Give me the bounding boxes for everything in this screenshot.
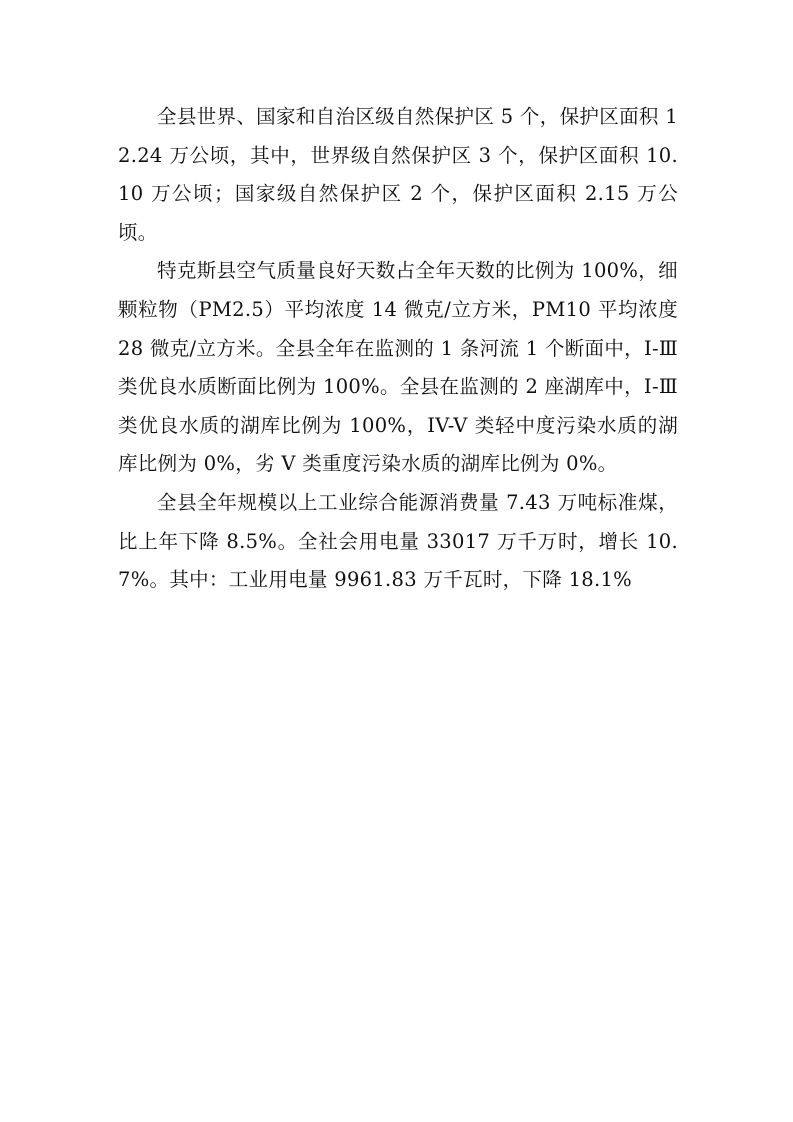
- paragraph-energy-consumption: 全县全年规模以上工业综合能源消费量 7.43 万吨标准煤，比上年下降 8.5%。全社会用电量 33017 万千万时，增长 10.7%。其中：工业用电量 9961.83 万千瓦时，下降 18.1%: [118, 490, 678, 592]
- paragraph-nature-reserves: 全县世界、国家和自治区级自然保护区 5 个，保护区面积 12.24 万公顷，其中，世界级自然保护区 3 个，保护区面积 10.10 万公顷；国家级自然保护区 2 个，保护区面积 2.15 万公顷。: [118, 105, 678, 244]
- document-body: [118, 98, 678, 600]
- paragraph-air-water-quality: 特克斯县空气质量良好天数占全年天数的比例为 100%，细颗粒物（PM2.5）平均浓度 14 微克/立方米，PM10 平均浓度 28 微克/立方米。全县全年在监测的 1 条河流 1 个断面中，Ⅰ-Ⅲ类优良水质断面比例为 100%。全县在监测的 2 座湖库中，Ⅰ-Ⅲ类优良水质的湖库比例为 100%，IV-V 类轻中度污染水质的湖库比例为 0%，劣 V 类重度污染水质的湖库比例为 0%。: [118, 259, 678, 476]
